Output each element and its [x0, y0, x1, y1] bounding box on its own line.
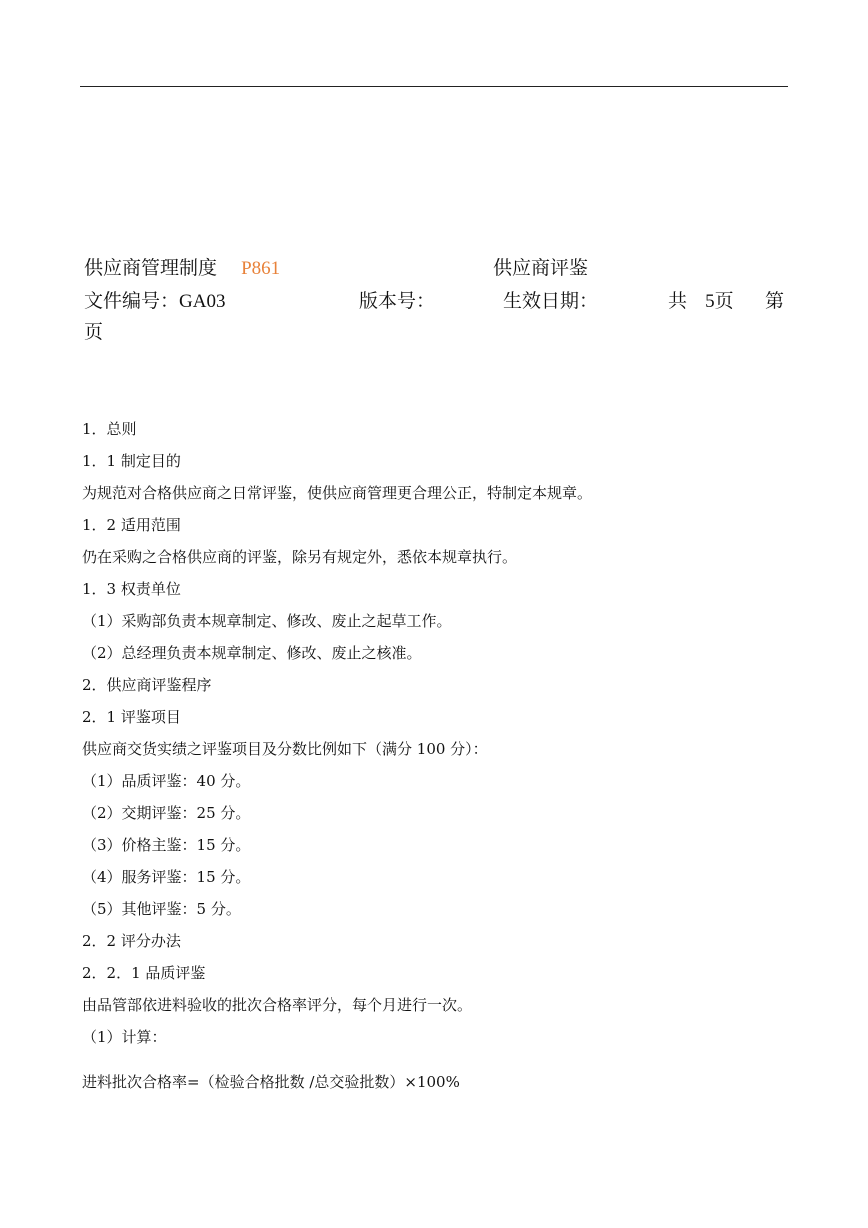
doc-code: P861 [241, 258, 281, 279]
section-heading: 1．总则 [82, 420, 137, 438]
file-number-label: 文件编号： [84, 290, 180, 312]
total-pages-value: 5页 [705, 291, 734, 312]
paragraph: 由品管部依进料验收的批次合格率评分，每个月进行一次。 [82, 996, 473, 1014]
paragraph: 供应商交货实绩之评鉴项目及分数比例如下（满分 100 分）： [82, 740, 488, 758]
subsection-heading: 1．1 制定目的 [82, 452, 181, 470]
file-number-value: GA03 [179, 291, 226, 312]
list-item: （2）交期评鉴：25 分。 [82, 804, 251, 822]
page-label: 第 [765, 290, 785, 312]
subsection-heading: 1．2 适用范围 [82, 516, 181, 534]
doc-title-group [84, 257, 280, 280]
page-label-suffix: 页 [84, 321, 104, 343]
list-item: （1）计算： [82, 1028, 167, 1046]
total-pages [668, 290, 734, 313]
list-item: （4）服务评鉴：15 分。 [82, 868, 251, 886]
formula: 进料批次合格率=（检验合格批数 /总交验批数）×100% [82, 1073, 460, 1091]
subsection-heading: 2．2．1 品质评鉴 [82, 964, 206, 982]
list-item: （5）其他评鉴：5 分。 [82, 900, 241, 918]
doc-title: 供应商管理制度 [84, 257, 218, 279]
section-heading: 2．供应商评鉴程序 [82, 676, 212, 694]
total-pages-prefix: 共 [668, 290, 688, 312]
list-item: （1）品质评鉴：40 分。 [82, 772, 251, 790]
paragraph: 仍在采购之合格供应商的评鉴，除另有规定外，悉依本规章执行。 [82, 548, 518, 566]
list-item: （3）价格主鉴：15 分。 [82, 836, 251, 854]
list-item: （1）采购部负责本规章制定、修改、废止之起草工作。 [82, 612, 452, 630]
subsection-heading: 1．3 权责单位 [82, 580, 181, 598]
list-item: （2）总经理负责本规章制定、修改、废止之核准。 [82, 644, 422, 662]
paragraph: 为规范对合格供应商之日常评鉴，使供应商管理更合理公正，特制定本规章。 [82, 484, 593, 502]
version-label: 版本号： [359, 290, 436, 312]
effective-date-label: 生效日期： [503, 290, 599, 312]
header-rule [80, 86, 788, 87]
file-number [84, 290, 225, 313]
subsection-heading: 2．1 评鉴项目 [82, 708, 181, 726]
subsection-heading: 2．2 评分办法 [82, 932, 181, 950]
doc-subject: 供应商评鉴 [493, 257, 589, 279]
